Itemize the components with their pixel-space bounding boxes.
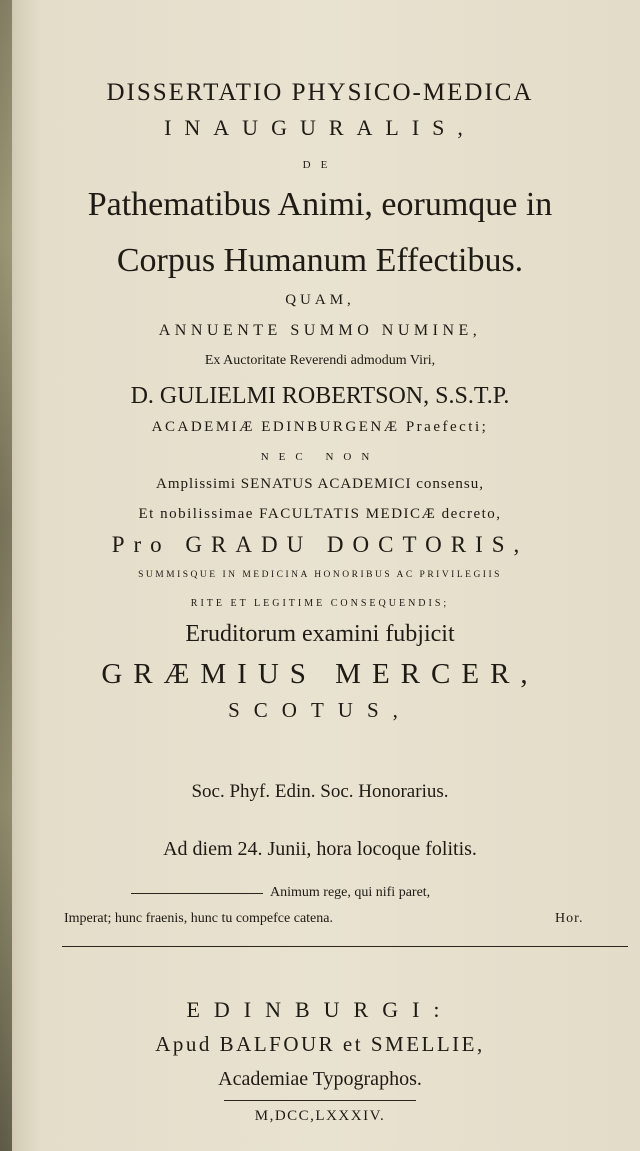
- year-rule: [224, 1100, 416, 1101]
- society-line: Soc. Phyf. Edin. Soc. Honorarius.: [191, 781, 449, 802]
- summis-line: SUMMISQUE IN MEDICINA HONORIBUS AC PRIVILEGIIS: [138, 570, 502, 580]
- annuente-line: ANNUENTE SUMMO NUMINE,: [158, 322, 482, 339]
- dissertation-subtitle: INAUGURALIS,: [164, 115, 476, 140]
- typographos-line: Academiae Typographos.: [218, 1068, 422, 1090]
- printers-line: Apud BALFOUR et SMELLIE,: [155, 1032, 485, 1056]
- academiae-line: ACADEMIÆ EDINBURGENÆ Praefecti;: [151, 419, 489, 435]
- imprint-year: M,DCC,LXXXIV.: [254, 1108, 386, 1124]
- quote-author: Hor.: [555, 911, 584, 926]
- scotus-line: SCOTUS,: [228, 698, 412, 722]
- gradu-line: Pro GRADU DOCTORIS,: [111, 532, 529, 557]
- imprint-city: EDINBURGI:: [186, 997, 454, 1022]
- date-line: Ad diem 24. Junii, hora locoque folitis.: [163, 838, 477, 860]
- eruditorum-line: Eruditorum examini fubjicit: [185, 621, 455, 647]
- rector-line: D. GULIELMI ROBERTSON, S.S.T.P.: [130, 383, 510, 409]
- facultatis-line: Et nobilissimae FACULTATIS MEDICÆ decreto,: [138, 506, 502, 522]
- auctoritate-line: Ex Auctoritate Reverendi admodum Viri,: [204, 353, 436, 368]
- necnon-line: NEC NON: [260, 451, 380, 463]
- author-name: GRÆMIUS MERCER,: [101, 658, 539, 690]
- rite-line: RITE ET LEGITIME CONSEQUENDIS;: [190, 598, 450, 609]
- quote-line-2: Imperat; hunc fraenis, hunc tu compefce catena.: [64, 911, 333, 926]
- quote-rule: [131, 893, 263, 894]
- subject-line-2: Corpus Humanum Effectibus.: [116, 242, 524, 279]
- quote-line-1: Animum rege, qui nifi paret,: [270, 885, 431, 900]
- quam-line: QUAM,: [285, 292, 355, 308]
- imprint-rule: [62, 946, 628, 947]
- de-line: DE: [302, 159, 338, 171]
- dissertation-title: DISSERTATIO PHYSICO-MEDICA: [106, 79, 534, 106]
- subject-line-1: Pathematibus Animi, eorumque in: [87, 186, 553, 223]
- senatus-line: Amplissimi SENATUS ACADEMICI consensu,: [155, 476, 485, 492]
